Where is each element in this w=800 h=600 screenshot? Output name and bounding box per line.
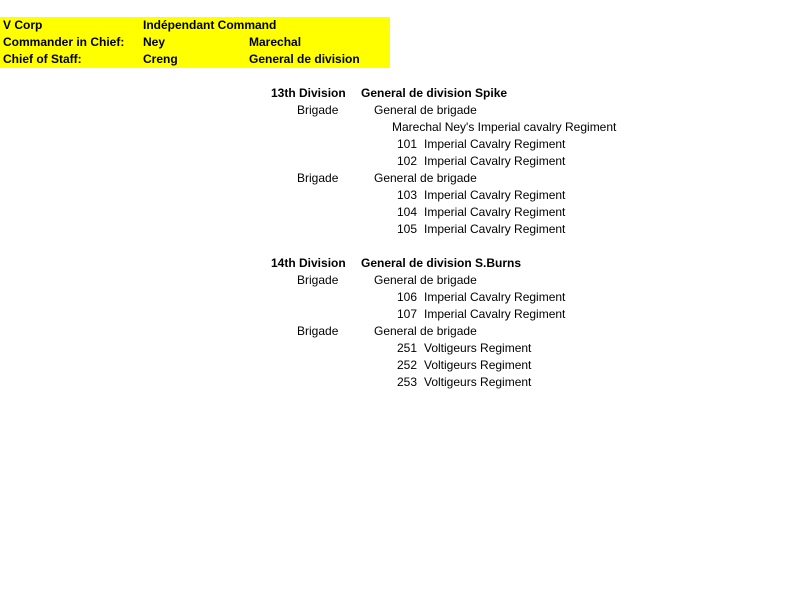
unit-number: 106 — [397, 290, 418, 304]
staff-name: Creng — [143, 52, 178, 66]
unit-number: 104 — [397, 205, 418, 219]
unit-number: 101 — [397, 137, 418, 151]
staff-label: Chief of Staff: — [3, 52, 82, 66]
unit-name: Imperial Cavalry Regiment — [424, 188, 566, 202]
brigade-label: Brigade — [297, 324, 339, 338]
division-name: 13th Division — [271, 86, 346, 100]
brigade-label: Brigade — [297, 273, 339, 287]
unit-number: 251 — [397, 341, 418, 355]
division-commander: General de division S.Burns — [361, 256, 522, 270]
unit-name: Imperial Cavalry Regiment — [424, 205, 566, 219]
commander-name: Ney — [143, 35, 166, 49]
division-name: 14th Division — [271, 256, 346, 270]
unit-name: Imperial Cavalry Regiment — [424, 290, 566, 304]
unit-name: Imperial Cavalry Regiment — [424, 307, 566, 321]
unit-number: 107 — [397, 307, 418, 321]
brigade-commander: General de brigade — [374, 171, 477, 185]
unit-name: Voltigeurs Regiment — [424, 358, 532, 372]
command-type: Indépendant Command — [143, 18, 277, 32]
division-commander: General de division Spike — [361, 86, 508, 100]
corp-name: V Corp — [3, 18, 43, 32]
brigade-label: Brigade — [297, 171, 339, 185]
staff-rank: General de division — [249, 52, 360, 66]
unit-number: 105 — [397, 222, 418, 236]
unit-number: 252 — [397, 358, 418, 372]
unit-number: 102 — [397, 154, 418, 168]
brigade-commander: General de brigade — [374, 273, 477, 287]
unit-name: Imperial Cavalry Regiment — [424, 154, 566, 168]
unit-name: Marechal Ney's Imperial cavalry Regiment — [392, 120, 617, 134]
unit-name: Voltigeurs Regiment — [424, 375, 532, 389]
commander-rank: Marechal — [249, 35, 302, 49]
brigade-commander: General de brigade — [374, 324, 477, 338]
brigade-label: Brigade — [297, 103, 339, 117]
unit-number: 103 — [397, 188, 418, 202]
unit-number: 253 — [397, 375, 418, 389]
unit-name: Imperial Cavalry Regiment — [424, 222, 566, 236]
brigade-commander: General de brigade — [374, 103, 477, 117]
commander-label: Commander in Chief: — [3, 35, 125, 49]
unit-name: Voltigeurs Regiment — [424, 341, 532, 355]
unit-name: Imperial Cavalry Regiment — [424, 137, 566, 151]
